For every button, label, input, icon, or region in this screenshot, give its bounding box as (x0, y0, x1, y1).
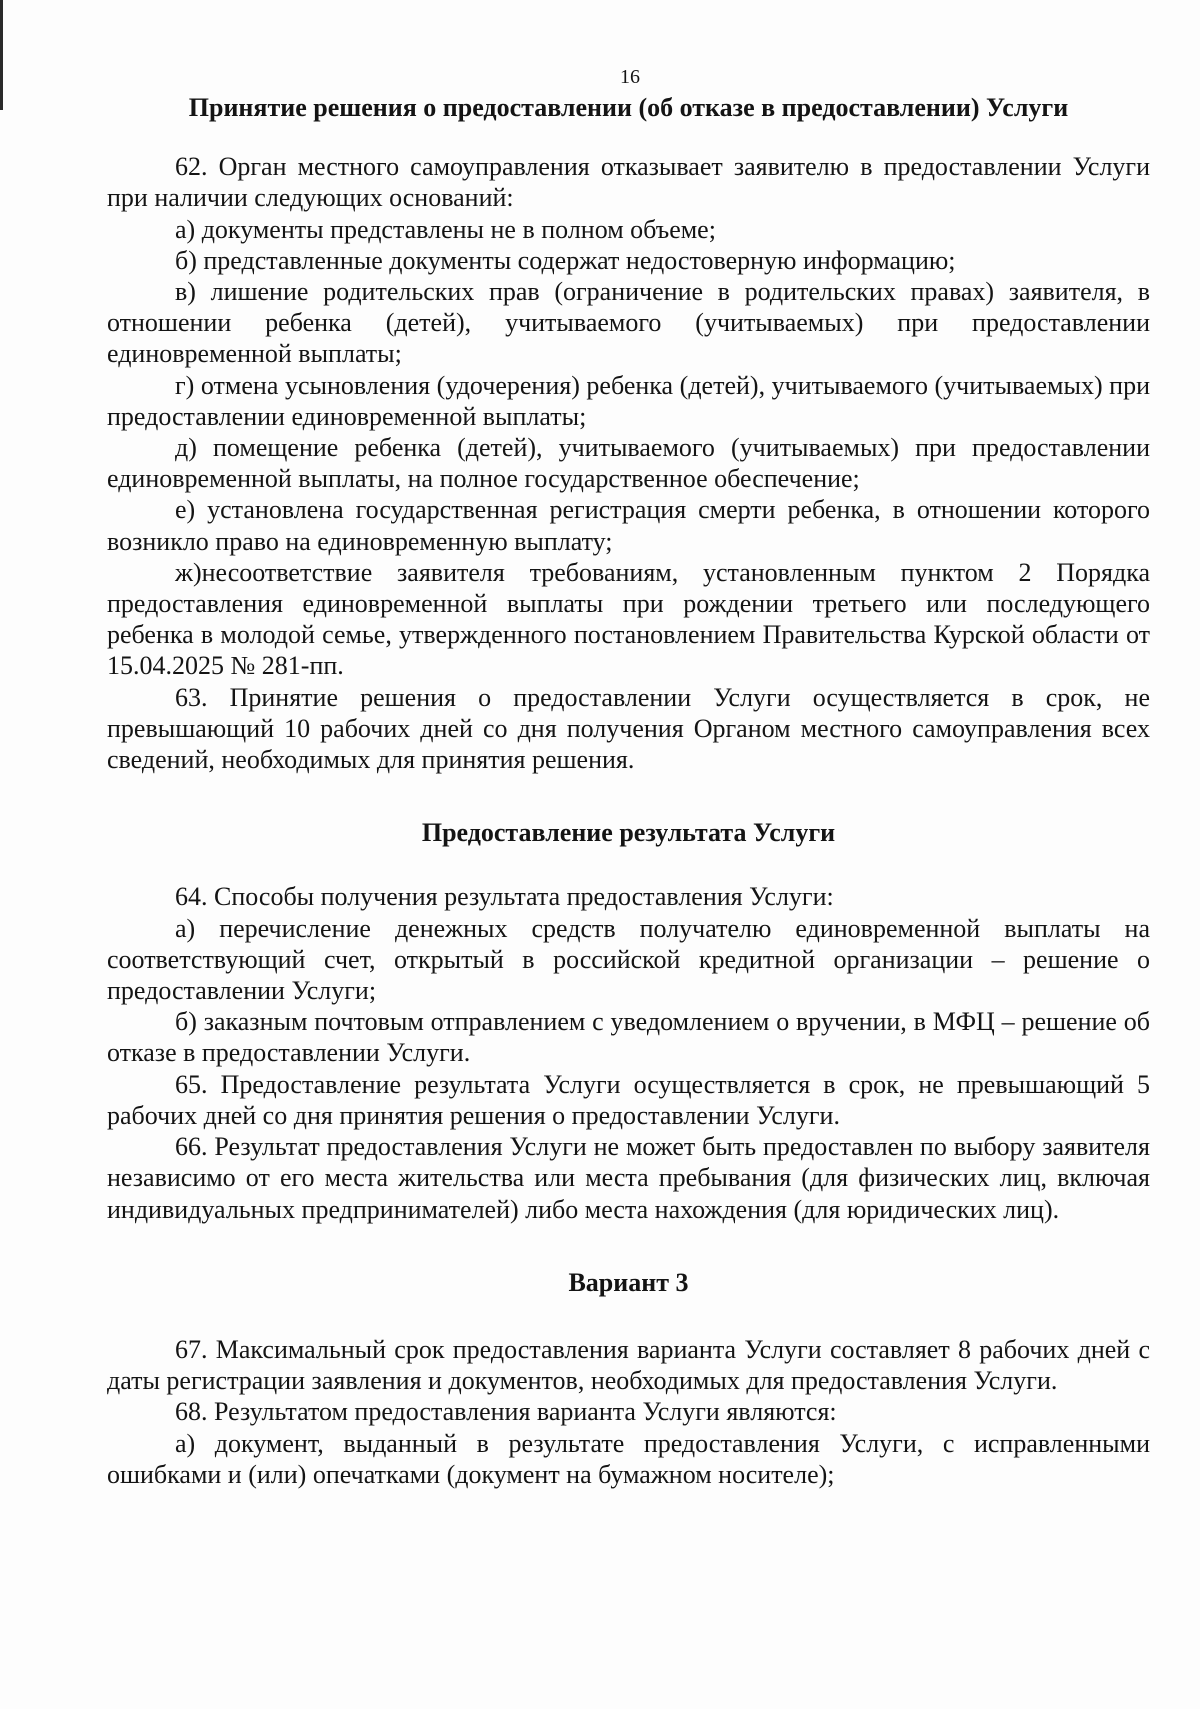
paragraph-64a: а) перечисление денежных средств получателю единовременной выплаты на соответствующий счет, открытый в российской кредитной организации – решение о предоставлении Услуги; (107, 913, 1150, 1006)
scan-edge-mark (0, 0, 3, 110)
document-body (107, 92, 1150, 1490)
paragraph-65: 65. Предоставление результата Услуги осуществляется в срок, не превышающий 5 рабочих дней со дня принятия решения о предоставлении Услуги. (107, 1069, 1150, 1130)
paragraph-62d: д) помещение ребенка (детей), учитываемого (учитываемых) при предоставлении единовременной выплаты, на полное государственное обеспечение; (107, 433, 1150, 494)
paragraph-62zh: ж)несоответствие заявителя требованиям, установленным пунктом 2 Порядка предоставления единовременной выплаты при рождении третьего или последующего ребенка в молодой семье, утвержденного постановлением Правительства Курской области от 15.04.2025 № 281-пп. (107, 557, 1150, 681)
section-heading-decision: Принятие решения о предоставлении (об отказе в предоставлении) Услуги (188, 93, 1069, 122)
section-heading-variant-3: Вариант 3 (568, 1267, 689, 1297)
paragraph-62: 62. Орган местного самоуправления отказывает заявителю в предоставлении Услуги при наличии следующих оснований: (107, 152, 1150, 213)
paragraph-62v: в) лишение родительских прав (ограничение в родительских правах) заявителя, в отношении ребенка (детей), учитываемого (учитываемых) при предоставлении единовременной выплаты; (107, 277, 1150, 369)
paragraph-64b: б) заказным почтовым отправлением с уведомлением о вручении, в МФЦ – решение об отказе в предоставлении Услуги. (107, 1007, 1150, 1068)
paragraph-68a: а) документ, выданный в результате предоставления Услуги, с исправленными ошибками и (или) опечатками (документ на бумажном носителе); (107, 1428, 1150, 1489)
paragraph-63: 63. Принятие решения о предоставлении Услуги осуществляется в срок, не превышающий 10 рабочих дней со дня получения Органом местного самоуправления всех сведений, необходимых для принятия решения. (107, 682, 1150, 775)
paragraph-62a: а) документы представлены не в полном объеме; (175, 214, 716, 244)
paragraph-62g: г) отмена усыновления (удочерения) ребенка (детей), учитываемого (учитываемых) при предоставлении единовременной выплаты; (107, 370, 1150, 431)
paragraph-64: 64. Способы получения результата предоставления Услуги: (175, 882, 834, 912)
paragraph-66: 66. Результат предоставления Услуги не может быть предоставлен по выбору заявителя независимо от его места жительства или места пребывания (для физических лиц, включая индивидуальных предпринимателей) либо места нахождения (для юридических лиц). (107, 1132, 1150, 1224)
section-heading-result: Предоставление результата Услуги (421, 818, 836, 848)
paragraph-68: 68. Результатом предоставления варианта Услуги являются: (175, 1397, 837, 1427)
paragraph-62e: е) установлена государственная регистрация смерти ребенка, в отношении которого возникло право на единовременную выплату; (107, 495, 1150, 556)
page-number: 16 (620, 66, 640, 88)
paragraph-67: 67. Максимальный срок предоставления варианта Услуги составляет 8 рабочих дней с даты регистрации заявления и документов, необходимых для предоставления Услуги. (107, 1334, 1150, 1396)
paragraph-62b: б) представленные документы содержат недостоверную информацию; (175, 245, 956, 275)
